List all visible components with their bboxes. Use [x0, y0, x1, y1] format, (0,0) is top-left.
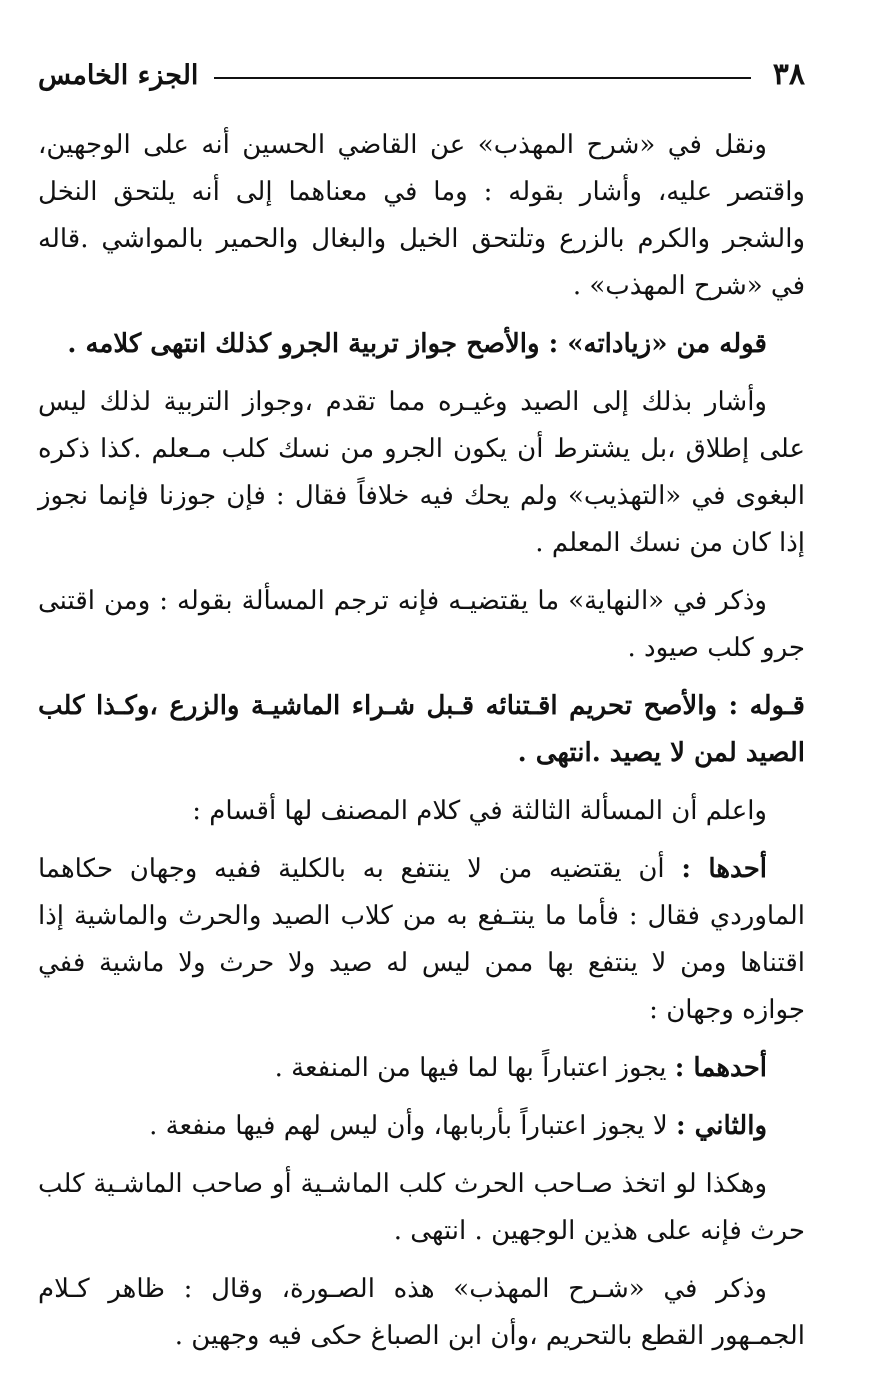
paragraph-10 [38, 1161, 805, 1255]
page-number: ٣٨ [772, 57, 805, 92]
paragraph-1 [38, 122, 805, 310]
book-page [38, 52, 805, 1351]
paragraph-text: وذكر في «النهاية» ما يقتضيـه فإنه ترجم المسألة بقوله : ومن اقتنى جرو كلب صيود . [38, 586, 805, 663]
paragraph-6 [38, 788, 805, 835]
paragraph-lead: والثاني : [675, 1111, 767, 1141]
paragraph-2-quote [38, 321, 805, 368]
paragraph-4 [38, 578, 805, 672]
paragraph-text: لا يجوز اعتباراً بأربابها، وأن ليس لهم فيها منفعة . [149, 1111, 676, 1141]
paragraph-9 [38, 1103, 805, 1150]
paragraph-lead: أحدهما : [674, 1053, 767, 1083]
paragraph-text: قوله من «زياداته» : والأصح جواز تربية الجرو كذلك انتهى كلامه . [67, 329, 767, 359]
paragraph-7 [38, 846, 805, 1034]
paragraph-text: ونقل في «شرح المهذب» عن القاضي الحسين أنه على الوجهين، واقتصر عليه، وأشار بقوله : وما في معناهما إلى أنه يلتحق النخل والشجر والكرم بالزرع وتلتحق الخيل والبغال والحمير بالمواشي .قاله في «شرح المهذب» . [38, 130, 805, 301]
paragraph-text: وأشار بذلك إلى الصيد وغيـره مما تقدم ،وجواز التربية لذلك ليس على إطلاق ،بل يشترط أن يكون الجرو من نسك كلب مـعلم .كذا ذكره البغوى في «التهذيب» ولم يحك فيه خلافاً فقال : فإن جوزنا فإنما نجوز إذا كان من نسك المعلم . [38, 387, 805, 558]
paragraph-3 [38, 379, 805, 567]
page-header [38, 52, 805, 98]
paragraph-text: أن يقتضيه من لا ينتفع به بالكلية ففيه وجهان حكاهما الماوردي فقال : فأما ما ينتـفع به من كلاب الصيد والحرث والماشية إذا اقتناها ومن لا ينتفع بها ممن ليس له صيد ولا حرث ولا ماشية ففي جوازه وجهان : [38, 854, 805, 1025]
header-rule [214, 77, 750, 79]
paragraph-lead: أحدها : [681, 854, 768, 884]
paragraph-5-quote [38, 683, 805, 777]
paragraph-text: وذكر في «شـرح المهذب» هذه الصـورة، وقال : ظاهر كـلام الجمـهور القطع بالتحريم ،وأن ابن الصباغ حكى فيه وجهين . [38, 1274, 805, 1351]
paragraph-text: وهكذا لو اتخذ صـاحب الحرث كلب الماشـية أو صاحب الماشـية كلب حرث فإنه على هذين الوجهين . انتهى . [38, 1169, 805, 1246]
paragraph-text: واعلم أن المسألة الثالثة في كلام المصنف لها أقسام : [192, 796, 767, 826]
paragraph-11 [38, 1266, 805, 1360]
running-title: الجزء الخامس [38, 59, 199, 91]
body-text [38, 122, 805, 1360]
paragraph-text: قـوله : والأصح تحريم اقـتنائه قـبل شـراء الماشيـة والزرع ،وكـذا كلب الصيد لمن لا يصيد .انتهى . [38, 691, 805, 768]
paragraph-text: يجوز اعتباراً بها لما فيها من المنفعة . [274, 1053, 675, 1083]
paragraph-8 [38, 1045, 805, 1092]
